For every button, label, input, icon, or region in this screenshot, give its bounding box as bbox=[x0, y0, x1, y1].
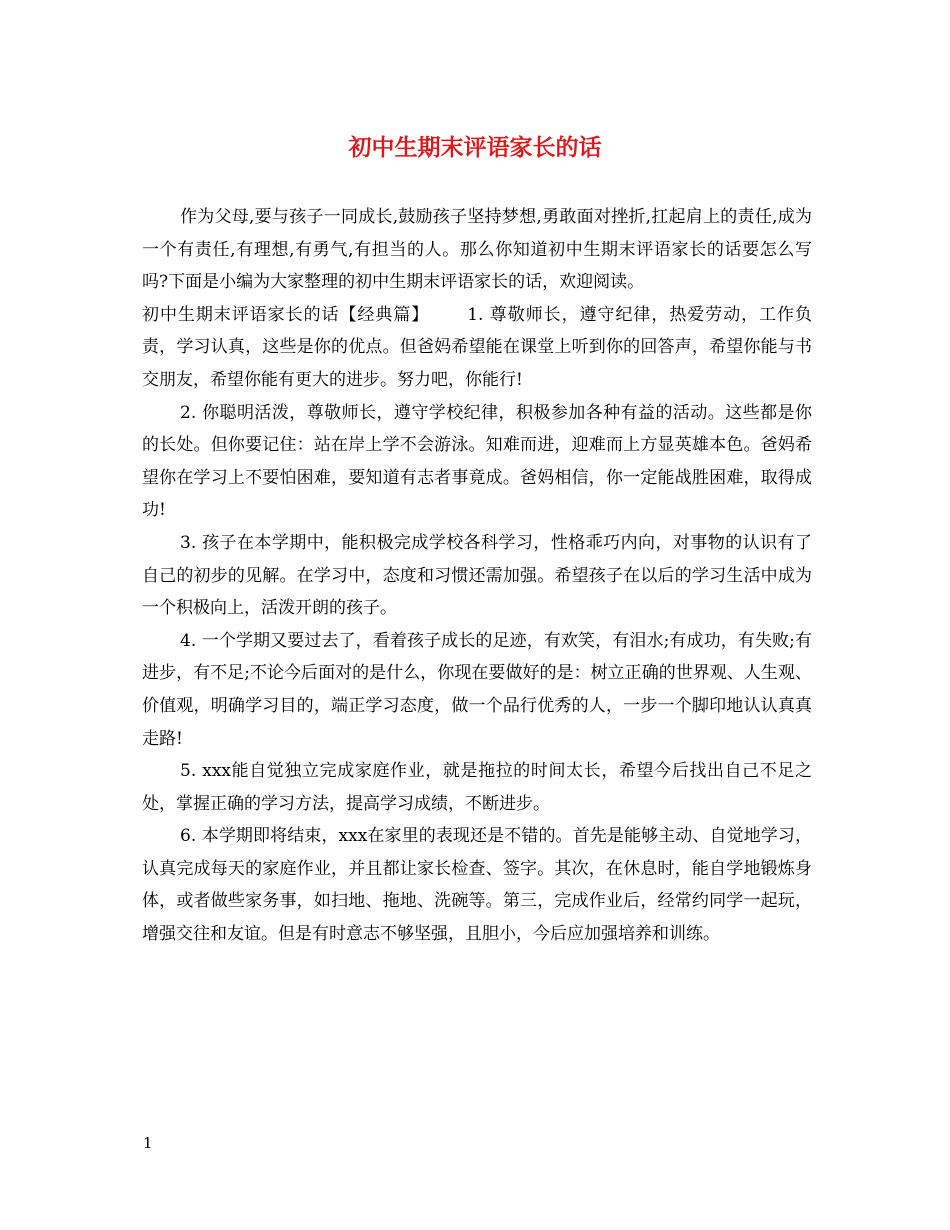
list-item: 5. xxx能自觉独立完成家庭作业，就是拖拉的时间太长，希望今后找出自己不足之处，掌握正确的学习方法，提高学习成绩，不断进步。 bbox=[142, 761, 812, 814]
document-body bbox=[142, 201, 812, 951]
page-title: 初中生期末评语家长的话 bbox=[348, 134, 602, 161]
section-heading: 初中生期末评语家长的话【经典篇】 bbox=[142, 304, 430, 325]
list-item: 3. 孩子在本学期中，能积极完成学校各科学习，性格乖巧内向，对事物的认识有了自己的初步的见解。在学习中，态度和习惯还需加强。希望孩子在以后的学习生活中成为一个积极向上，活泼开朗的孩子。 bbox=[142, 532, 812, 619]
list-item: 2. 你聪明活泼，尊敬师长，遵守学校纪律，积极参加各种有益的活动。这些都是你的长处。但你要记住：站在岸上学不会游泳。知难而进，迎难而上方显英雄本色。爸妈希望你在学习上不要怕困难，要知道有志者事竟成。爸妈相信，你一定能战胜困难，取得成功! bbox=[142, 402, 812, 521]
page-number: 1 bbox=[143, 1134, 153, 1152]
intro-paragraph: 作为父母,要与孩子一同成长,鼓励孩子坚持梦想,勇敢面对挫折,扛起肩上的责任,成为一个有责任,有理想,有勇气,有担当的人。那么你知道初中生期末评语家长的话要怎么写吗?下面是小编为大家整理的初中生期末评语家长的话，欢迎阅读。 bbox=[142, 207, 812, 293]
section-paragraph bbox=[142, 299, 812, 397]
list-item: 6. 本学期即将结束，xxx在家里的表现还是不错的。首先是能够主动、自觉地学习，认真完成每天的家庭作业，并且都让家长检查、签字。其次，在休息时，能自学地锻炼身体，或者做些家务事，如扫地、拖地、洗碗等。第三，完成作业后，经常约同学一起玩，增强交往和友谊。但是有时意志不够坚强，且胆小，今后应加强培养和训练。 bbox=[142, 826, 812, 945]
list-item: 4. 一个学期又要过去了，看着孩子成长的足迹，有欢笑，有泪水;有成功，有失败;有进步，有不足;不论今后面对的是什么，你现在要做好的是：树立正确的世界观、人生观、价值观，明确学习目的，端正学习态度，做一个品行优秀的人，一步一个脚印地认认真真走路! bbox=[142, 630, 812, 749]
list-item: 1. 尊敬师长，遵守纪律，热爱劳动，工作负责，学习认真，这些是你的优点。但爸妈希望能在课堂上听到你的回答声，希望你能与书交朋友，希望你能有更大的进步。努力吧，你能行! bbox=[142, 304, 812, 390]
